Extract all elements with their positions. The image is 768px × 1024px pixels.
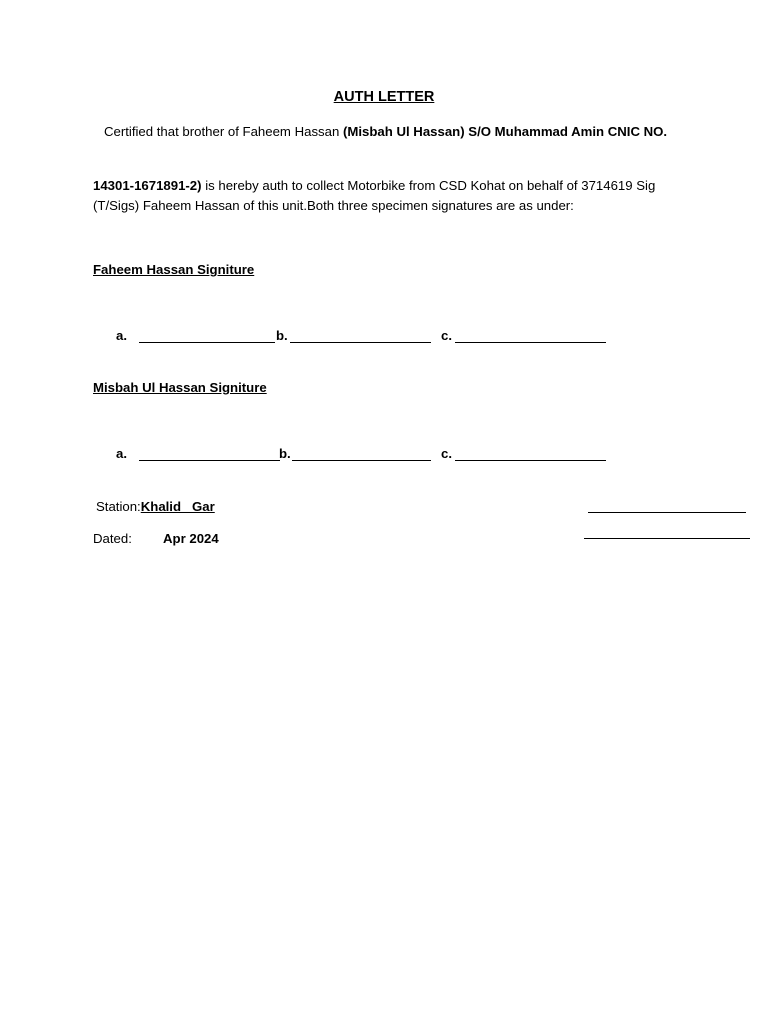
faheem-signature-heading: Faheem Hassan Signiture [93,262,255,277]
faheem-signature-row [0,327,768,349]
signature-line-b[interactable] [292,460,431,461]
signatory-line[interactable] [584,538,750,539]
signature-line-c[interactable] [455,460,606,461]
certification-paragraph [93,122,703,142]
authorization-paragraph [93,176,703,216]
page-title: AUTH LETTER [333,89,435,105]
signature-label-c: c. [441,446,452,461]
signature-label-a: a. [116,446,127,461]
signature-label-b: b. [276,328,288,343]
station-row [96,499,215,514]
dated-label: Dated: [93,531,132,546]
cnic-number: 14301-1671891-2) [93,178,202,193]
signature-label-c: c. [441,328,452,343]
signature-line-a[interactable] [139,342,275,343]
station-label: Station: [96,499,141,514]
misbah-signature-row [0,445,768,467]
dated-value: Apr 2024 [163,531,219,546]
signatory-line[interactable] [588,512,746,513]
signature-line-b[interactable] [290,342,431,343]
signature-label-b: b. [279,446,291,461]
dated-row [93,531,219,546]
certification-bold-text: (Misbah Ul Hassan) S/O Muhammad Amin CNIC NO. [342,124,668,139]
signature-label-a: a. [116,328,127,343]
certification-text: Certified that brother of Faheem Hassan [104,124,343,139]
misbah-signature-heading: Misbah Ul Hassan Signiture [93,380,267,395]
signature-line-a[interactable] [139,460,280,461]
station-value: Khalid Gar [140,499,215,514]
signature-line-c[interactable] [455,342,606,343]
authorization-text: is hereby auth to collect Motorbike from CSD Kohat on behalf of 3714619 Sig (T/Sigs) Faheem Hassan of this unit.Both three specimen signatures are as under: [93,178,656,213]
